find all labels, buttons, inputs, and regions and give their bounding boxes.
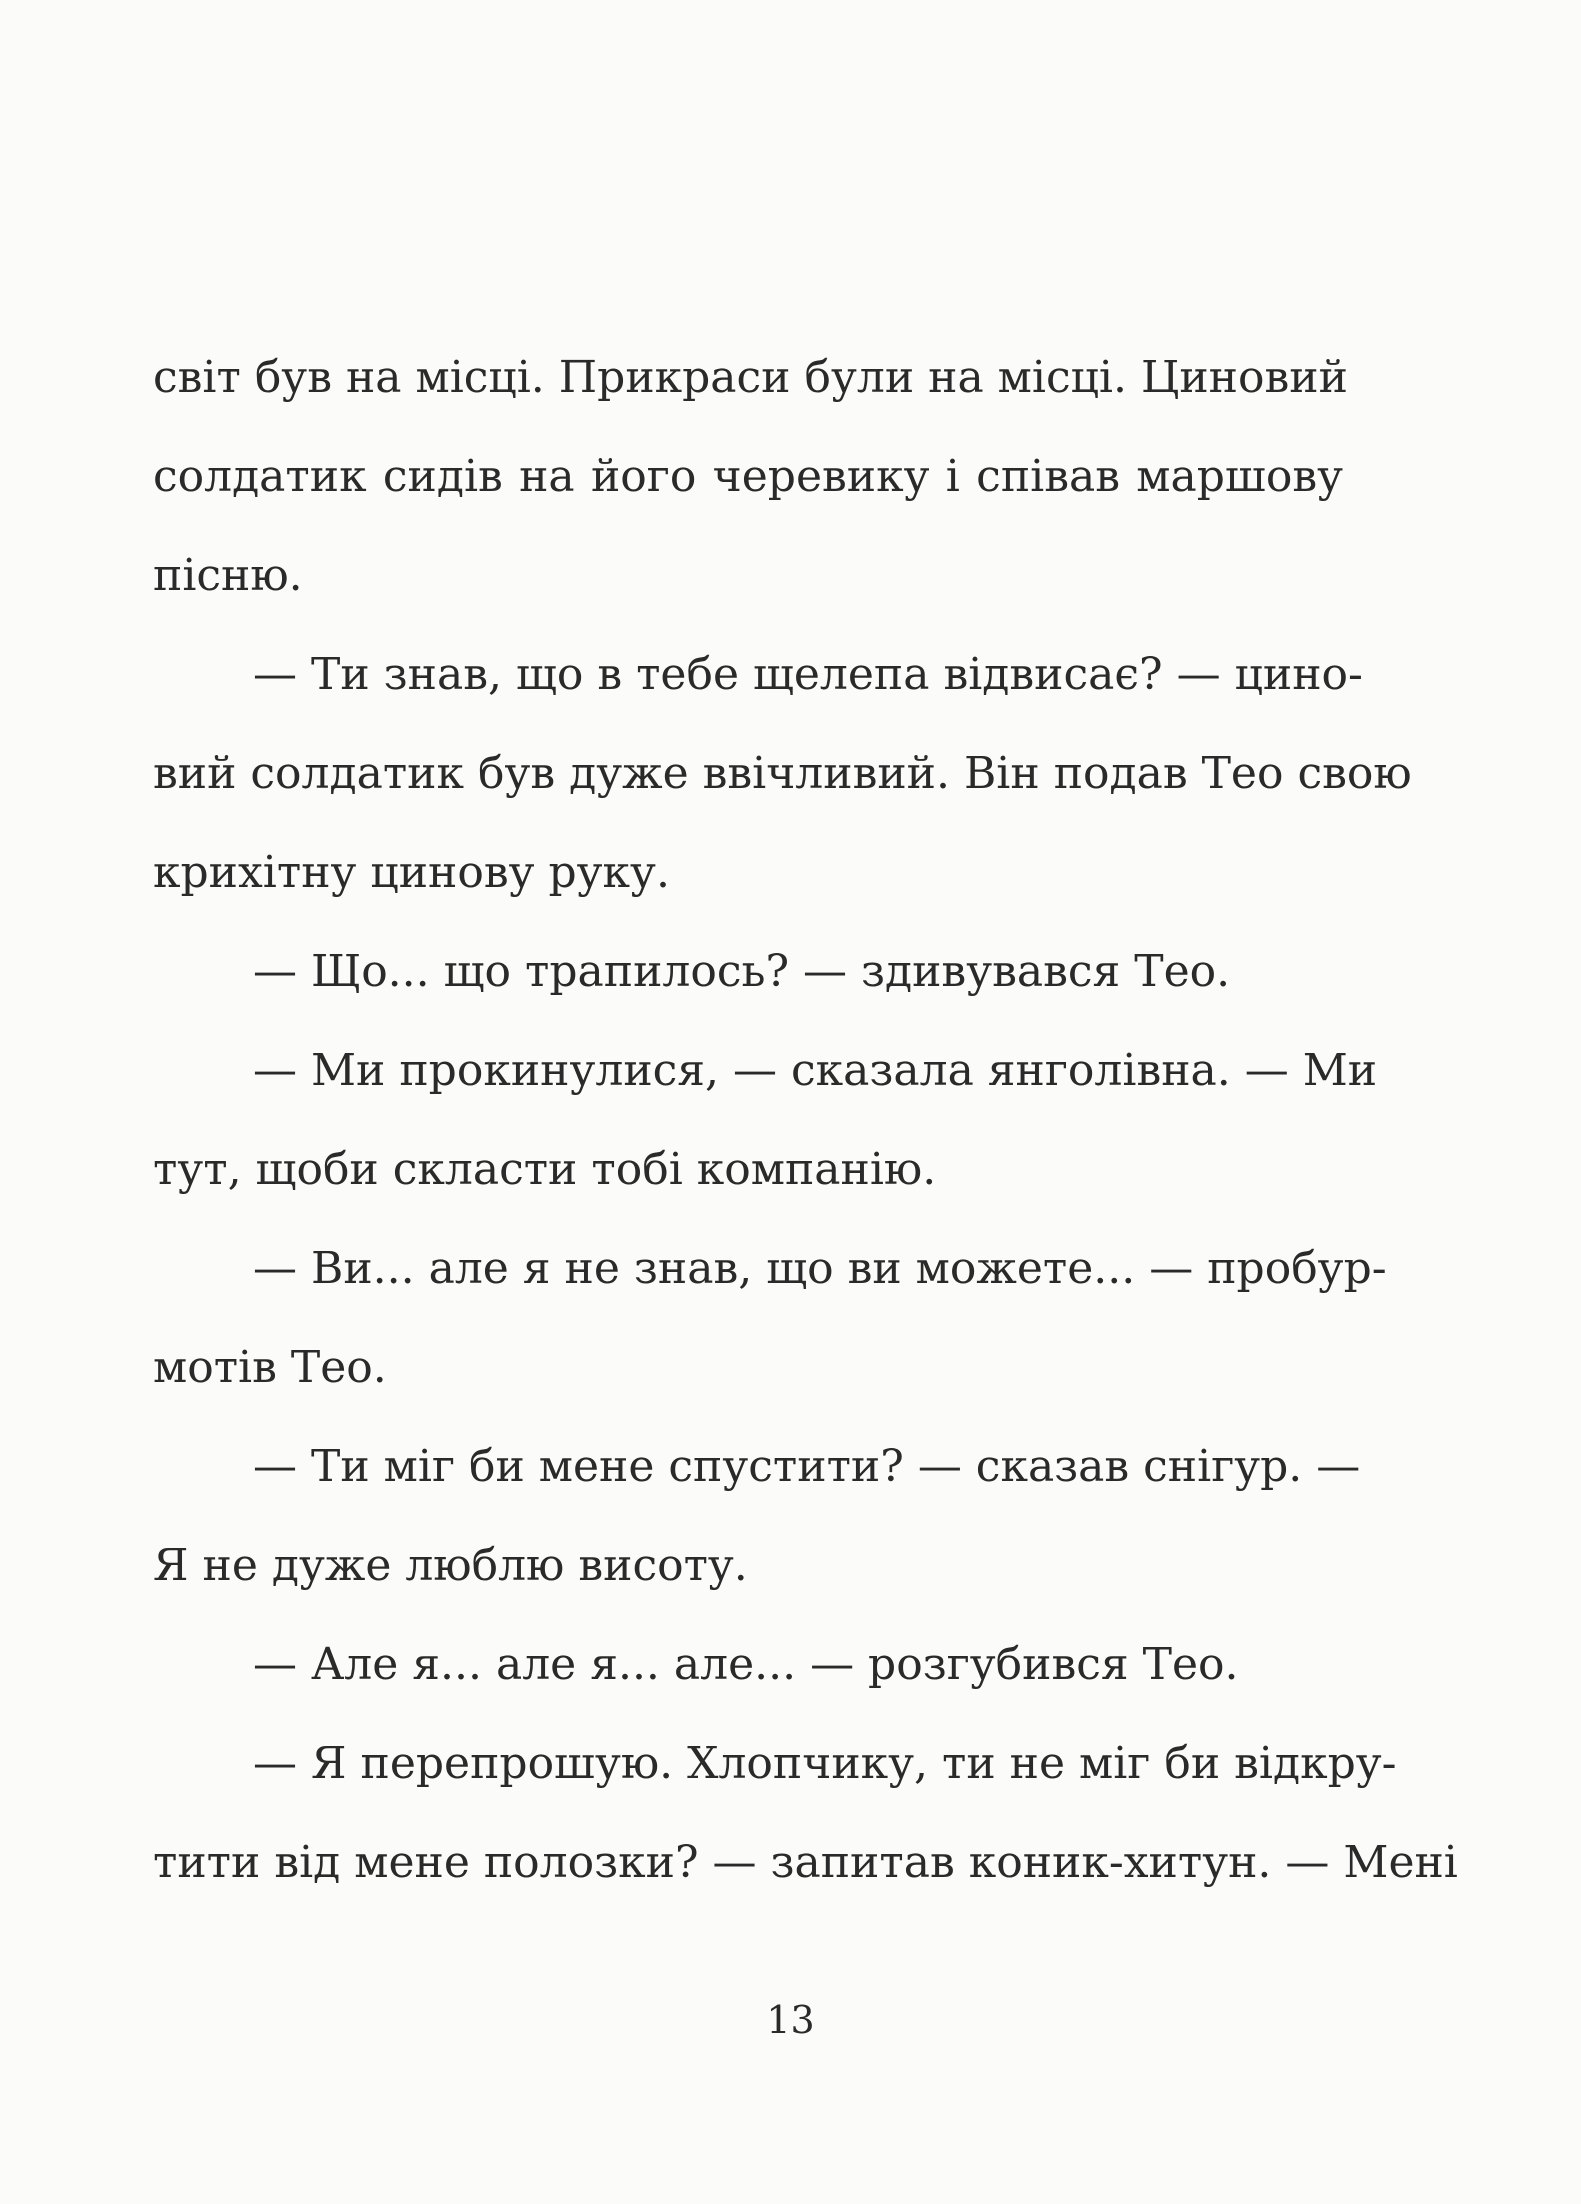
- text-line: — Я перепрошую. Хлопчику, ти не міг би відкру-: [253, 1738, 1397, 1789]
- text-line: Я не дуже люблю висоту.: [153, 1540, 748, 1591]
- text-line: солдатик сидів на його черевику і співав маршову: [153, 451, 1343, 502]
- text-line: мотів Тео.: [153, 1342, 387, 1393]
- text-line: тити від мене полозки? — запитав коник-хитун. — Мені: [153, 1837, 1458, 1888]
- text-line: світ був на місці. Прикраси були на місці. Циновий: [153, 352, 1348, 403]
- text-line: — Але я... але я... але... — розгубився Тео.: [253, 1639, 1239, 1690]
- text-line: вий солдатик був дуже ввічливий. Він подав Тео свою: [153, 748, 1412, 799]
- text-line: пісню.: [153, 550, 303, 601]
- text-line: крихітну цинову руку.: [153, 847, 670, 898]
- page-number: 13: [766, 1998, 815, 2042]
- body-text: [153, 328, 1458, 1912]
- text-line: — Ти міг би мене спустити? — сказав снігур. —: [253, 1441, 1361, 1492]
- text-line: — Ми прокинулися, — сказала янголівна. — Ми: [253, 1045, 1378, 1096]
- text-line: — Що... що трапилось? — здивувався Тео.: [253, 946, 1231, 997]
- text-line: тут, щоби скласти тобі компанію.: [153, 1144, 937, 1195]
- text-line: — Ти знав, що в тебе щелепа відвисає? — цино-: [253, 649, 1363, 700]
- text-line: — Ви... але я не знав, що ви можете... — пробур-: [253, 1243, 1387, 1294]
